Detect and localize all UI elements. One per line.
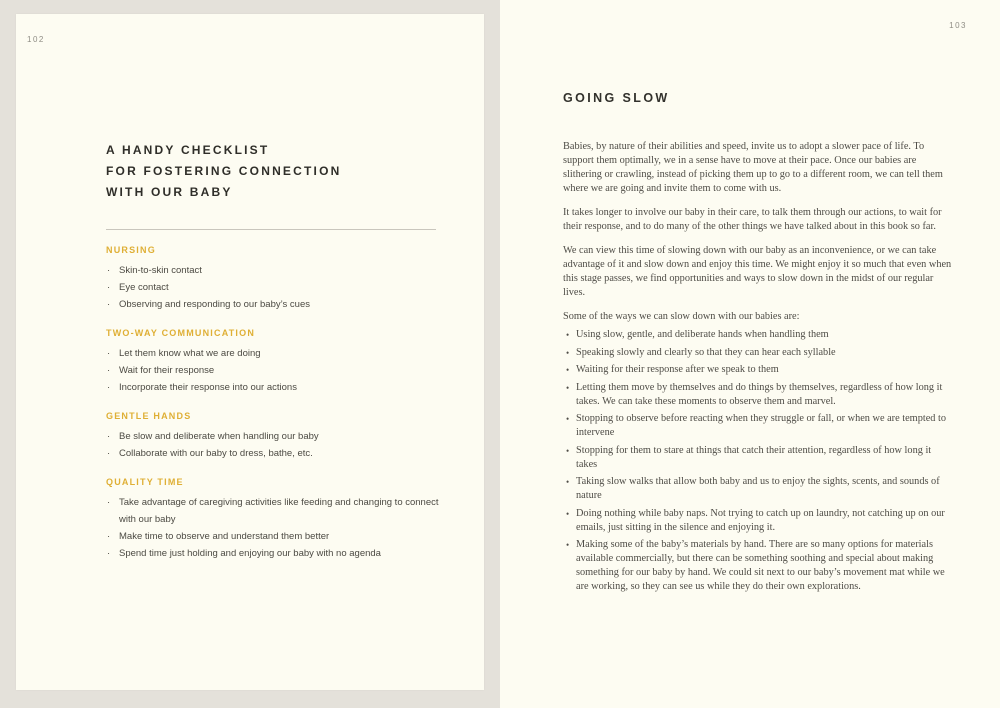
list-item	[563, 381, 953, 409]
list-item	[563, 328, 953, 342]
checklist-items	[106, 428, 446, 462]
paragraph-1: Babies, by nature of their abilities and speed, invite us to adopt a slower pace of life. To support them optimally, we in a sense have to move at their pace. Once our babies are slithering or crawling, instead of picking them up to go to a different room, we can tell them where we are going and invite them to come with us.	[563, 141, 943, 194]
checklist-section-quality-time	[106, 474, 446, 562]
checklist-item	[106, 345, 441, 362]
title-divider	[106, 229, 436, 230]
list-item	[563, 363, 953, 377]
bullet-icon: ·	[107, 299, 111, 310]
checklist-item	[106, 494, 441, 528]
bullet-icon: ·	[107, 348, 111, 359]
bullet-icon: ·	[107, 497, 111, 508]
chapter-content	[563, 90, 953, 594]
list-item	[563, 346, 953, 360]
checklist-item-text: Spend time just holding and enjoying our baby with no agenda	[119, 548, 381, 559]
checklist-item-text: Let them know what we are doing	[119, 348, 261, 359]
paragraph-3: We can view this time of slowing down with our baby as an inconvenience, or we can take advantage of it and slow down and enjoy this time. We might enjoy it so much that even when this stage passes, we find opportunities and ways to slow down in the midst of our regular lives.	[563, 245, 952, 298]
left-page-number: 102	[27, 35, 45, 44]
section-heading: TWO-WAY COMMUNICATION	[106, 328, 256, 338]
checklist-item	[106, 362, 441, 379]
bullet-icon: •	[566, 414, 570, 424]
checklist-item-text: Eye contact	[119, 282, 169, 293]
checklist-items	[106, 262, 446, 313]
slow-down-list	[563, 328, 953, 594]
checklist-item	[106, 296, 441, 313]
list-item-text: Doing nothing while baby naps. Not trying to catch up on laundry, not catching up on our emails, just sitting in the silence and enjoying it.	[576, 507, 945, 533]
bullet-icon: •	[566, 508, 570, 519]
checklist-item	[106, 262, 441, 279]
section-heading: NURSING	[106, 245, 156, 255]
checklist-section-two-way-communication	[106, 325, 446, 396]
checklist-title-line-3: WITH OUR BABY	[106, 185, 233, 199]
checklist-item	[106, 528, 441, 545]
bullet-icon: ·	[107, 448, 111, 459]
bullet-icon: ·	[107, 282, 111, 293]
list-item-text: Stopping for them to stare at things that catch their attention, regardless of how long it takes	[576, 444, 932, 470]
list-item-text: Using slow, gentle, and deliberate hands when handling them	[576, 329, 829, 340]
checklist-title	[106, 140, 446, 203]
bullet-icon: ·	[107, 382, 111, 393]
checklist-item-text: Collaborate with our baby to dress, bathe, etc.	[119, 448, 313, 459]
right-page	[500, 0, 1000, 708]
list-item-text: Stopping to observe before reacting when they struggle or fall, or when we are tempted to intervene	[576, 413, 946, 438]
paragraph-2: It takes longer to involve our baby in their care, to talk them through our actions, to wait for their response, and to do many of the other things we have talked about in this book so far.	[563, 207, 942, 232]
bullet-icon: ·	[107, 531, 111, 542]
checklist-item	[106, 279, 441, 296]
left-page	[16, 14, 484, 690]
chapter-title: GOING SLOW	[563, 91, 670, 105]
section-heading: GENTLE HANDS	[106, 411, 192, 421]
bullet-icon: ·	[107, 265, 111, 276]
list-item	[563, 444, 953, 472]
list-item	[563, 507, 953, 535]
bullet-icon: •	[566, 347, 570, 358]
bullet-icon: ·	[107, 431, 111, 442]
section-heading: QUALITY TIME	[106, 477, 184, 487]
list-item-text: Letting them move by themselves and do things by themselves, regardless of how long it takes. We can take these moments to observe them and marvel.	[576, 381, 943, 407]
bullet-icon: •	[566, 365, 570, 375]
list-intro: Some of the ways we can slow down with our babies are:	[563, 311, 800, 322]
list-item	[563, 538, 953, 594]
bullet-icon: ·	[107, 365, 111, 376]
checklist-section-gentle-hands	[106, 408, 446, 462]
bullet-icon: •	[566, 477, 570, 487]
checklist-item-text: Be slow and deliberate when handling our baby	[119, 431, 319, 442]
checklist-item-text: Wait for their response	[119, 365, 215, 376]
bullet-icon: •	[566, 382, 570, 393]
checklist-item-text: Make time to observe and understand them better	[119, 531, 330, 542]
checklist-items	[106, 345, 446, 396]
bullet-icon: •	[566, 445, 570, 456]
list-item	[563, 412, 953, 440]
checklist-items	[106, 494, 446, 562]
checklist-item-text: Incorporate their response into our actions	[119, 382, 297, 393]
list-item	[563, 475, 953, 503]
list-item-text: Making some of the baby’s materials by hand. There are so many options for materials available commercially, but there can be something soothing and special about making something for our baby by hand. We could sit next to our baby’s movement mat while we are working, so they can see us while they do their own explorations.	[576, 539, 945, 592]
list-item-text: Taking slow walks that allow both baby and us to enjoy the sights, scents, and sounds of nature	[576, 476, 940, 501]
checklist-content	[106, 140, 446, 562]
checklist-item	[106, 428, 441, 445]
checklist-title-line-2: FOR FOSTERING CONNECTION	[106, 164, 342, 178]
right-page-number: 103	[949, 21, 967, 30]
bullet-icon: •	[566, 540, 570, 550]
checklist-item	[106, 379, 441, 396]
checklist-item	[106, 545, 441, 562]
checklist-item	[106, 445, 441, 462]
checklist-section-nursing	[106, 242, 446, 313]
bullet-icon: •	[566, 330, 570, 340]
bullet-icon: ·	[107, 548, 111, 559]
checklist-title-line-1: A HANDY CHECKLIST	[106, 143, 270, 157]
checklist-item-text: Skin-to-skin contact	[119, 265, 202, 276]
checklist-item-text: Observing and responding to our baby’s cues	[119, 299, 311, 310]
list-item-text: Speaking slowly and clearly so that they can hear each syllable	[576, 346, 836, 358]
list-item-text: Waiting for their response after we speak to them	[576, 364, 779, 375]
checklist-item-text: Take advantage of caregiving activities like feeding and changing to connect with our baby	[119, 497, 439, 525]
